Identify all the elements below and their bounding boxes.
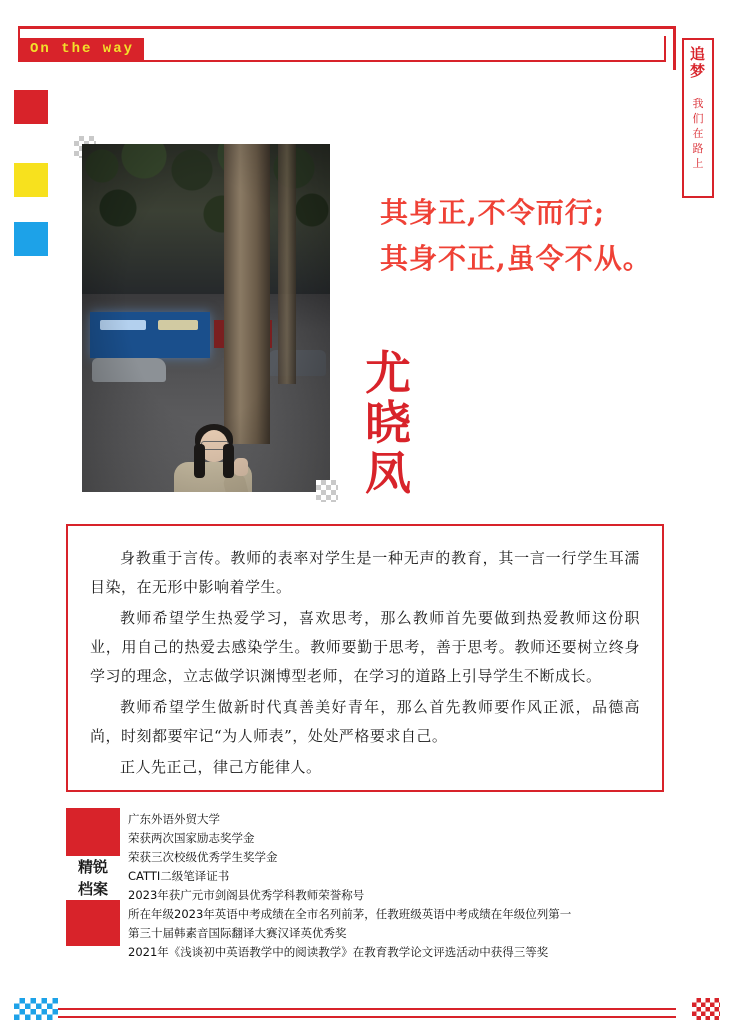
vertical-banner-title: 追梦 [689,45,706,80]
list-item: CATTI二级笔译证书 [128,869,230,883]
list-item: 荣获三次校级优秀学生奖学金 [128,850,278,864]
bottom-frame-line-upper [54,1008,676,1010]
top-frame-line-outer-right [673,26,676,70]
profile-achievement-list [128,810,668,962]
list-item: 2023年获广元市剑阁县优秀学科教师荣誉称号 [128,888,365,902]
profile-tag-label-line-1: 精锐 [77,858,108,876]
profile-tag-label [66,856,120,900]
essay-paragraph: 身教重于言传。教师的表率对学生是一种无声的教育，其一言一行学生耳濡目染，在无形中影响着学生。 [90,549,640,596]
decor-checker-left [14,998,58,1020]
decor-square-blue [14,222,48,256]
essay-paragraph: 正人先正己，律己方能律人。 [120,758,322,776]
list-item: 荣获两次国家励志奖学金 [128,831,255,845]
photo-corner-bottom-right [316,480,338,502]
essay-paragraph: 教师希望学生做新时代真善美好青年，那么首先教师要作风正派，品德高尚，时刻都要牢记“为人师表”，处处严格要求自己。 [90,698,640,745]
profile-tag-label-line-2: 档案 [77,880,108,898]
decor-checker-right [692,998,720,1020]
decor-square-red [14,90,48,124]
headline-quote-line-2: 其身不正,虽令不从。 [380,242,652,275]
bottom-frame-line-lower [54,1016,676,1018]
vertical-banner-subtitle: 我们在路上 [692,97,704,170]
headline-quote-line-1: 其身正,不令而行; [380,196,606,229]
essay-box [66,524,664,792]
top-frame-line-inner-right [664,36,666,62]
list-item: 2021年《浅谈初中英语教学中的阅读教学》在教育教学论文评选活动中获得三等奖 [128,945,549,959]
portrait-photo-image [82,144,330,492]
decor-square-yellow [14,163,48,197]
person-name: 尤晓凤 [365,346,411,500]
essay-paragraph: 教师希望学生热爱学习，喜欢思考，那么教师首先要做到热爱教师这份职业，用自己的热爱去感染学生。教师要勤于思考，善于思考。教师还要树立终身学习的理念，立志做学识渊博型老师，在学习的道路上引导学生不断成长。 [90,609,640,685]
list-item: 第三十届韩素音国际翻译大赛汉译英优秀奖 [128,926,347,940]
photo-vignette [82,144,330,492]
top-frame-line-outer [18,26,676,29]
portrait-photo [82,144,330,492]
list-item: 广东外语外贸大学 [128,812,220,826]
headline-quote [380,190,700,282]
ribbon-label: On the way [20,38,144,61]
list-item: 所在年级2023年英语中考成绩在全市名列前茅，任教班级英语中考成绩在年级位列第一 [128,907,572,921]
